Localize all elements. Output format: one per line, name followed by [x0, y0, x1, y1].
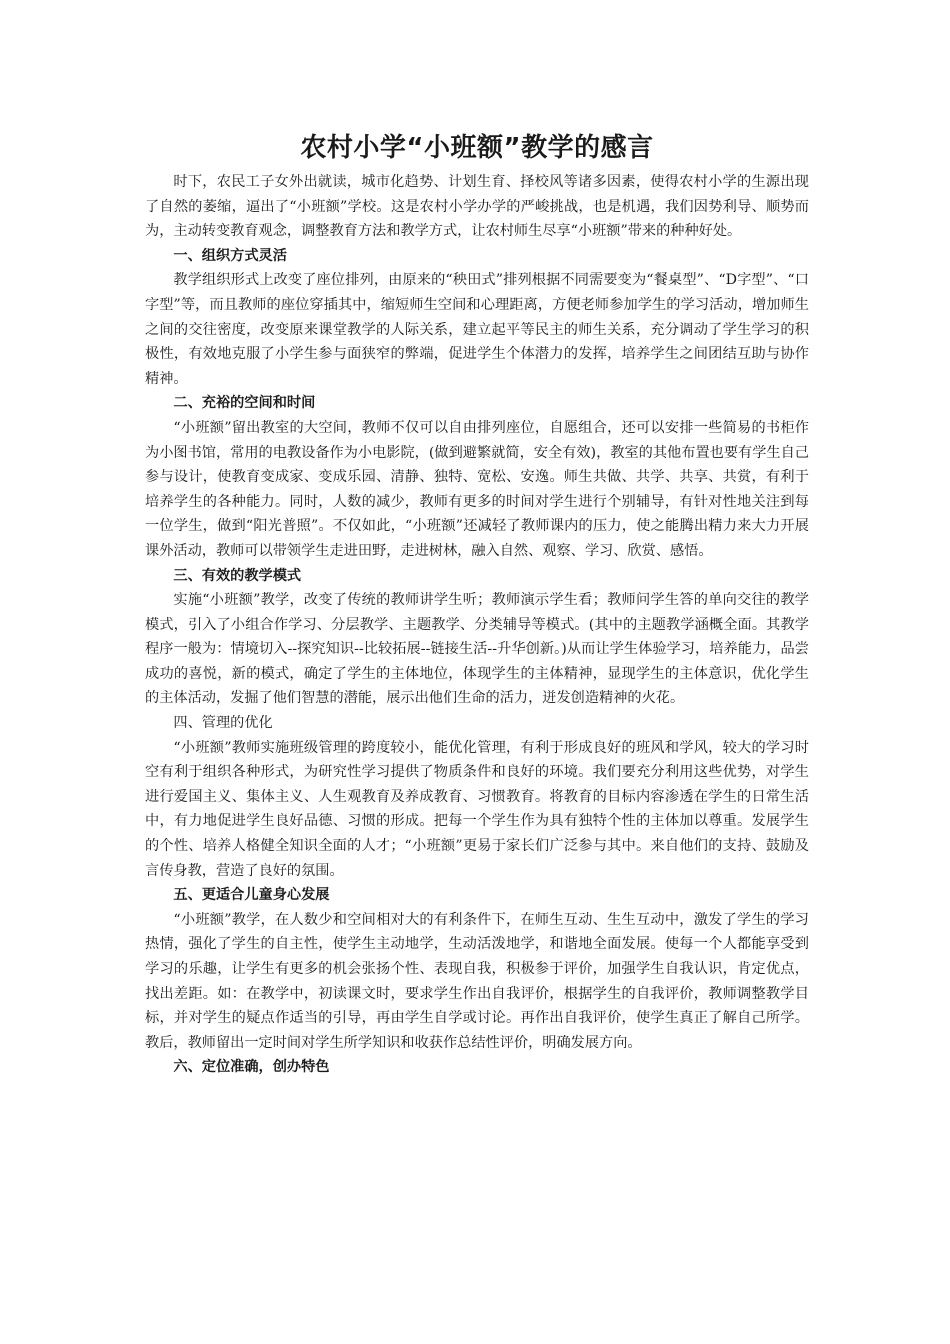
section-body-3: 实施“小班额”教学，改变了传统的教师讲学生听；教师演示学生看；教师问学生答的单向交往的教学模式，引入了小组合作学习、分层教学、主题教学、分类辅导等模式。(其中的主题教学涵概全面。其教学程序一般为：情境切入--探究知识--比较拓展--链接生活--升华创新。)从而让学生体验学习，培养能力，品尝成功的喜悦，新的模式，确定了学生的主体地位，体现学生的主体精神，显现学生的主体意识，优化学生的主体活动，发掘了他们智慧的潜能，展示出他们生命的活力，迸发创造精神的火花。: [145, 592, 809, 707]
section-heading-1: 一、组织方式灵活: [173, 247, 287, 264]
section-heading-3: 三、有效的教学模式: [173, 567, 302, 584]
document-page: [145, 128, 809, 1080]
document-title: 农村小学“小班额”教学的感言: [300, 133, 654, 163]
section-heading-6: 六、定位准确，创办特色: [173, 1059, 330, 1076]
section-body-4: “小班额”教师实施班级管理的跨度较小，能优化管理，有利于形成良好的班风和学风，较大的学习时空有利于组织各种形式，为研究性学习提供了物质条件和良好的环境。我们要充分利用这些优势，对学生进行爱国主义、集体主义、人生观教育及养成教育、习惯教育。将教育的目标内容渗透在学生的日常生活中，有力地促进学生良好品德、习惯的形成。把每一个学生作为具有独特个性的主体加以尊重。发展学生的个性、培养人格健全知识全面的人才；“小班额”更易于家长们广泛参与其中。来自他们的支持、鼓励及言传身教，营造了良好的氛围。: [145, 739, 809, 879]
section-heading-4: 四、管理的优化: [173, 715, 273, 732]
section-body-2: “小班额”留出教室的大空间，教师不仅可以自由排列座位，自愿组合，还可以安排一些简易的书柜作为小图书馆，常用的电教设备作为小电影院，(做到避繁就简，安全有效)，教室的其他布置也要有学生自己参与设计，使教育变成家、变成乐园、清静、独特、宽松、安逸。师生共做、共学、共享、共赏，有利于培养学生的各种能力。同时，人数的减少，教师有更多的时间对学生进行个别辅导，有针对性地关注到每一位学生，做到“阳光普照”。不仅如此，“小班额”还减轻了教师课内的压力，使之能腾出精力来大力开展课外活动，教师可以带领学生走进田野，走进树林，融入自然、观察、学习、欣赏、感悟。: [145, 419, 809, 559]
section-heading-5: 五、更适合儿童身心发展: [173, 887, 330, 904]
section-body-1: 教学组织形式上改变了座位排列，由原来的“秧田式”排列根据不同需要变为“餐桌型”、“D字型”、“口字型”等，而且教师的座位穿插其中，缩短师生空间和心理距离，方便老师参加学生的学习活动，增加师生之间的交往密度，改变原来课堂教学的人际关系，建立起平等民主的师生关系，充分调动了学生学习的积极性，有效地克服了小学生参与面狭窄的弊端，促进学生个体潜力的发挥，培养学生之间团结互助与协作精神。: [145, 272, 809, 387]
section-body-5: “小班额”教学，在人数少和空间相对大的有利条件下，在师生互动、生生互动中，激发了学生的学习热情，强化了学生的自主性，使学生主动地学，生动活泼地学，和谐地全面发展。使每一个人都能享受到学习的乐趣，让学生有更多的机会张扬个性、表现自我，积极参于评价，加强学生自我认识，肯定优点，找出差距。如：在教学中，初读课文时，要求学生作出自我评价，根据学生的自我评价，教师调整教学目标，并对学生的疑点作适当的引导，再由学生自学或讨论。再作出自我评价，使学生真正了解自己所学。教后，教师留出一定时间对学生所学知识和收获作总结性评价，明确发展方向。: [145, 911, 809, 1051]
intro-paragraph: 时下，农民工子女外出就读，城市化趋势、计划生育、择校风等诸多因素，使得农村小学的生源出现了自然的萎缩，逼出了“小班额”学校。这是农村小学办学的严峻挑战，也是机遇，我们因势利导、顺势而为，主动转变教育观念，调整教育方法和教学方式，让农村师生尽享“小班额”带来的种种好处。: [145, 174, 809, 240]
section-heading-2: 二、充裕的空间和时间: [173, 395, 316, 412]
